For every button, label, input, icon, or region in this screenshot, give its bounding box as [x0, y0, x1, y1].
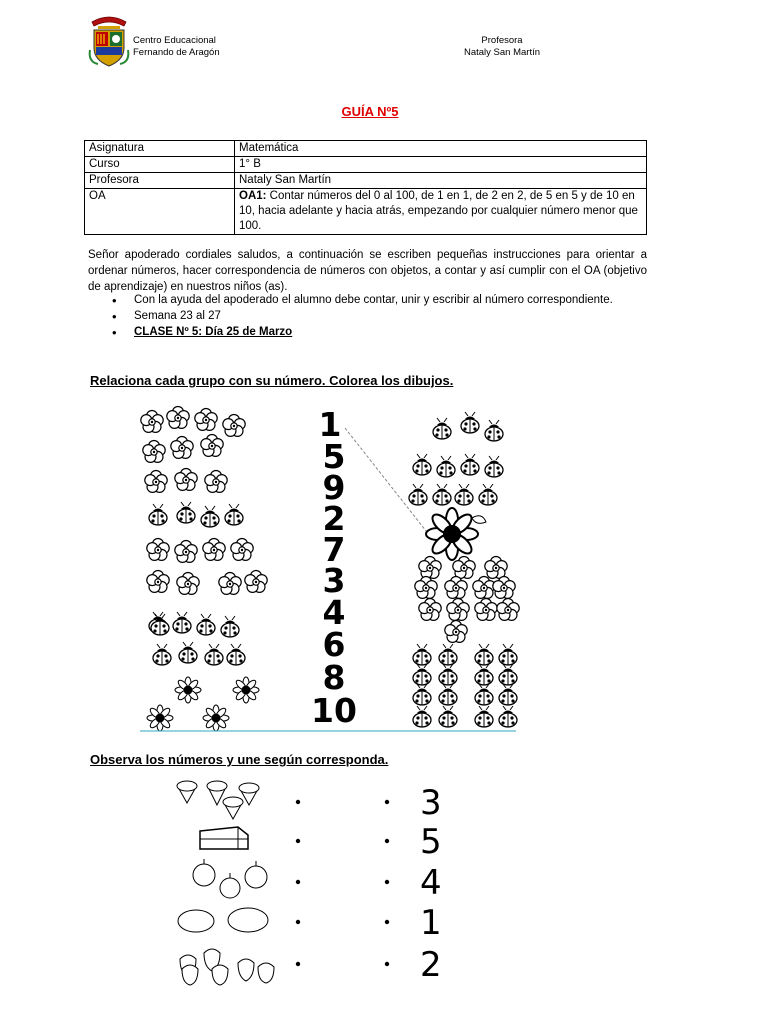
number-column	[311, 405, 357, 730]
school-name-line1: Centro Educacional	[133, 35, 216, 46]
number-label: 8	[322, 658, 346, 697]
table-cell-label: Profesora	[85, 173, 235, 189]
oa-code: OA1:	[239, 190, 267, 202]
number-label: 6	[322, 625, 346, 664]
number-label: 1	[420, 903, 442, 943]
number-label: 3	[322, 561, 346, 600]
match-dots	[296, 800, 389, 966]
school-name	[133, 35, 220, 59]
strawberry-icon	[180, 949, 274, 985]
flower-icon	[141, 407, 245, 493]
school-crest-icon	[86, 12, 132, 68]
lemon-icon	[178, 908, 268, 932]
table-cell-label: Asignatura	[85, 141, 235, 157]
intro-paragraph: Señor apoderado cordiales saludos, a continuación se escriben pequeñas instrucciones para orientar a ordenar números, hacer correspondencia de números con objetos, a contar y así cumplir con el OA (objetivo de aprendizaje) en nuestros niños (as).	[88, 249, 647, 293]
section-title-relate: Relaciona cada grupo con su número. Colorea los dibujos.	[90, 373, 454, 388]
number-label: 4	[420, 863, 442, 903]
table-row	[85, 173, 647, 189]
oa-text: Contar números del 0 al 100, de 1 en 1, de 2 en 2, de 5 en 5 y de 10 en 10, hacia adelante y hacia atrás, empezando por cualquier número menor que 100.	[239, 190, 638, 232]
ice-cream-icon	[177, 781, 259, 819]
number-label: 2	[420, 945, 442, 985]
table-row	[85, 141, 647, 157]
flower-icon	[415, 557, 519, 643]
example-match-line	[345, 428, 430, 536]
number-label: 1	[318, 405, 342, 444]
number-label: 4	[322, 593, 346, 632]
number-label: 10	[311, 691, 357, 730]
table-cell-label: Curso	[85, 157, 235, 173]
section-title-match: Observa los números y une según corresponda.	[90, 752, 389, 767]
matching-activity-1	[130, 400, 530, 736]
flower-icon	[147, 539, 267, 595]
table-row	[85, 157, 647, 173]
apple-icon	[193, 859, 267, 898]
number-label: 9	[322, 468, 346, 507]
sunflower-icon	[426, 508, 478, 560]
page-title: GUÍA Nº5	[341, 104, 399, 119]
number-label: 5	[420, 822, 442, 862]
sunflower-icon	[147, 677, 259, 731]
number-label: 7	[322, 530, 346, 569]
list-item: • Semana 23 al 27	[88, 309, 647, 324]
number-label: 5	[322, 437, 346, 476]
teacher-header	[455, 35, 549, 59]
oa-description	[235, 189, 647, 235]
cake-slice-icon	[200, 827, 248, 849]
list-item: • Con la ayuda del apoderado el alumno debe contar, unir y escribir al número correspondiente.	[88, 293, 647, 308]
table-cell-value: Nataly San Martín	[235, 173, 647, 189]
table-cell-label: OA	[85, 189, 235, 235]
table-cell-value: 1° B	[235, 157, 647, 173]
class-date: CLASE Nº 5: Día 25 de Marzo	[134, 326, 293, 338]
school-name-line2: Fernando de Aragón	[133, 47, 220, 58]
instruction-list	[88, 293, 647, 341]
info-table	[84, 140, 647, 235]
teacher-role: Profesora	[481, 35, 523, 46]
ladybug-icon	[149, 502, 243, 527]
ladybug-icon	[149, 612, 245, 665]
ladybug-icon	[409, 412, 503, 505]
table-cell-value: Matemática	[235, 141, 647, 157]
list-item	[88, 325, 647, 340]
number-label: 2	[322, 499, 346, 538]
number-label: 3	[420, 783, 442, 823]
leaf-icon	[472, 516, 486, 524]
table-row	[85, 189, 647, 235]
matching-activity-2	[168, 775, 468, 990]
teacher-name: Nataly San Martín	[463, 47, 541, 58]
ladybug-icon	[413, 644, 517, 727]
